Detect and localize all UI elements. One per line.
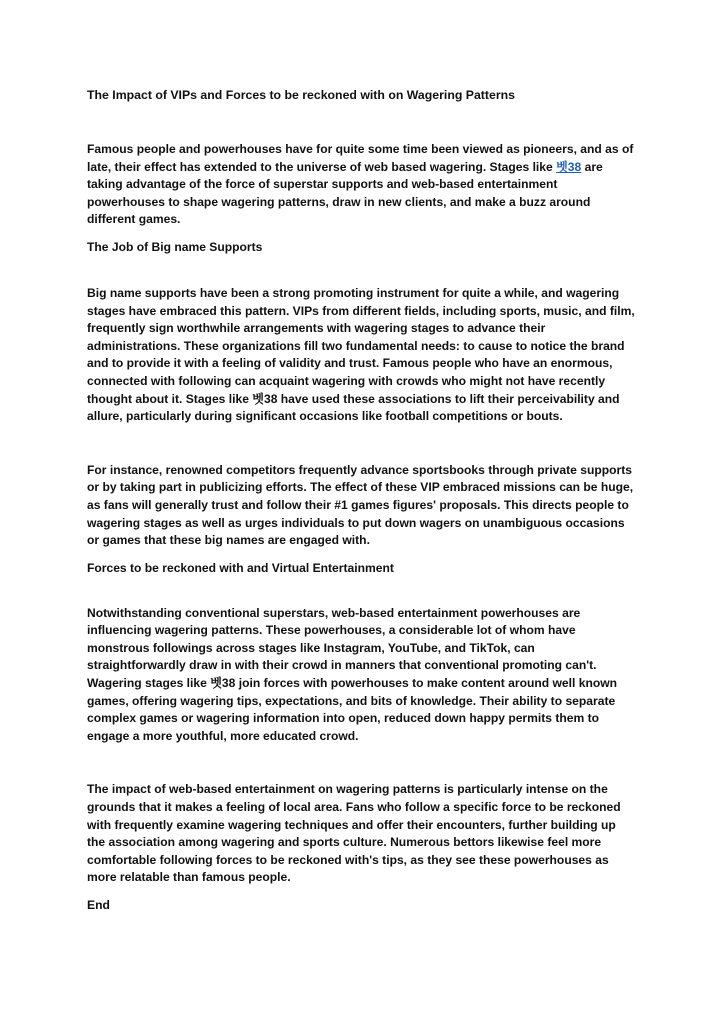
end-label: End — [87, 898, 110, 912]
intro-text-after-link: are taking advantage of the force of superstar supports and web-based entertainment powerhouses to shape wagering patterns, draw in new clients, and make a buzz around different games. — [87, 159, 603, 227]
brand-mention: 벳38 — [252, 391, 278, 406]
influencer-paragraph-2: The impact of web-based entertainment on wagering patterns is particularly intense on the grounds that it makes a feeling of local area. Fans who follow a specific force to be reckoned with frequently examine wagering techniques and offer their encounters, further building up the association among wagering and sports culture. Numerous bettors likewise feel more comfortable following forces to be reckoned with's tips, as they see these powerhouses as more relatable than famous people. — [87, 782, 621, 885]
influencer-text-before-brand: Notwithstanding conventional superstars, web-based entertainment powerhouses are influencing wagering patterns. These powerhouses, a considerable lot of whom have monstrous followings across stages like Instagram, YouTube, and TikTok, can straightforwardly draw in with their crowd in manners that conventional promoting can't. Wagering stages like — [87, 605, 597, 691]
influencer-text-after-brand: join forces with powerhouses to make content around well known games, offering wagering tips, expectations, and bits of knowledge. Their ability to separate complex games or wagering information into open, reduced down happy permits them to engage a more youthful, more educated crowd. — [87, 676, 618, 743]
brand-mention: 벳38 — [210, 676, 236, 691]
intro-text-before-link: Famous people and powerhouses have for quite some time been viewed as pioneers, and as of late, their effect has extended to the universe of web based wagering. Stages like — [87, 142, 634, 174]
document-page — [87, 86, 635, 914]
spacer — [87, 550, 635, 559]
section-heading-celebrity-endorsements: The Job of Big name Supports — [87, 239, 263, 254]
celebrity-paragraph-1 — [87, 285, 635, 426]
document-title: The Impact of VIPs and Forces to be reckoned with on Wagering Patterns — [87, 88, 515, 102]
intro-paragraph — [87, 141, 635, 229]
spacer — [87, 256, 635, 285]
spacer — [87, 745, 635, 781]
spacer — [87, 104, 635, 141]
spacer — [87, 426, 635, 462]
celebrity-text-after-brand: have used these associations to lift their perceivability and allure, particularly during significant occasions like football competitions or bouts. — [87, 391, 620, 424]
spacer — [87, 229, 635, 238]
section-heading-influencers: Forces to be reckoned with and Virtual Entertainment — [87, 560, 394, 575]
influencer-paragraph-1 — [87, 605, 635, 746]
celebrity-paragraph-2: For instance, renowned competitors frequently advance sportsbooks through private supports or by taking part in publicizing efforts. The effect of these VIP embraced missions can be huge, as fans will generally trust and follow their #1 games figures' proposals. This directs people to wagering stages as well as urges individuals to put down wagers on unambiguous occasions or games that these big names are engaged with. — [87, 462, 634, 548]
spacer — [87, 887, 635, 896]
brand-link[interactable]: 벳38 — [556, 159, 582, 174]
celebrity-text-before-brand: Big name supports have been a strong promoting instrument for quite a while, and wagering stages have embraced this pattern. VIPs from different fields, including sports, music, and film, frequently sign worthwhile arrangements with wagering stages to advance their administrations. These organizations fill two fundamental needs: to cause to notice the brand and to provide it with a feeling of validity and trust. Famous people who have an enormous, connected with following can acquaint wagering with crowds who might not have recently thought about it. Stages like — [87, 285, 635, 406]
spacer — [87, 577, 635, 605]
